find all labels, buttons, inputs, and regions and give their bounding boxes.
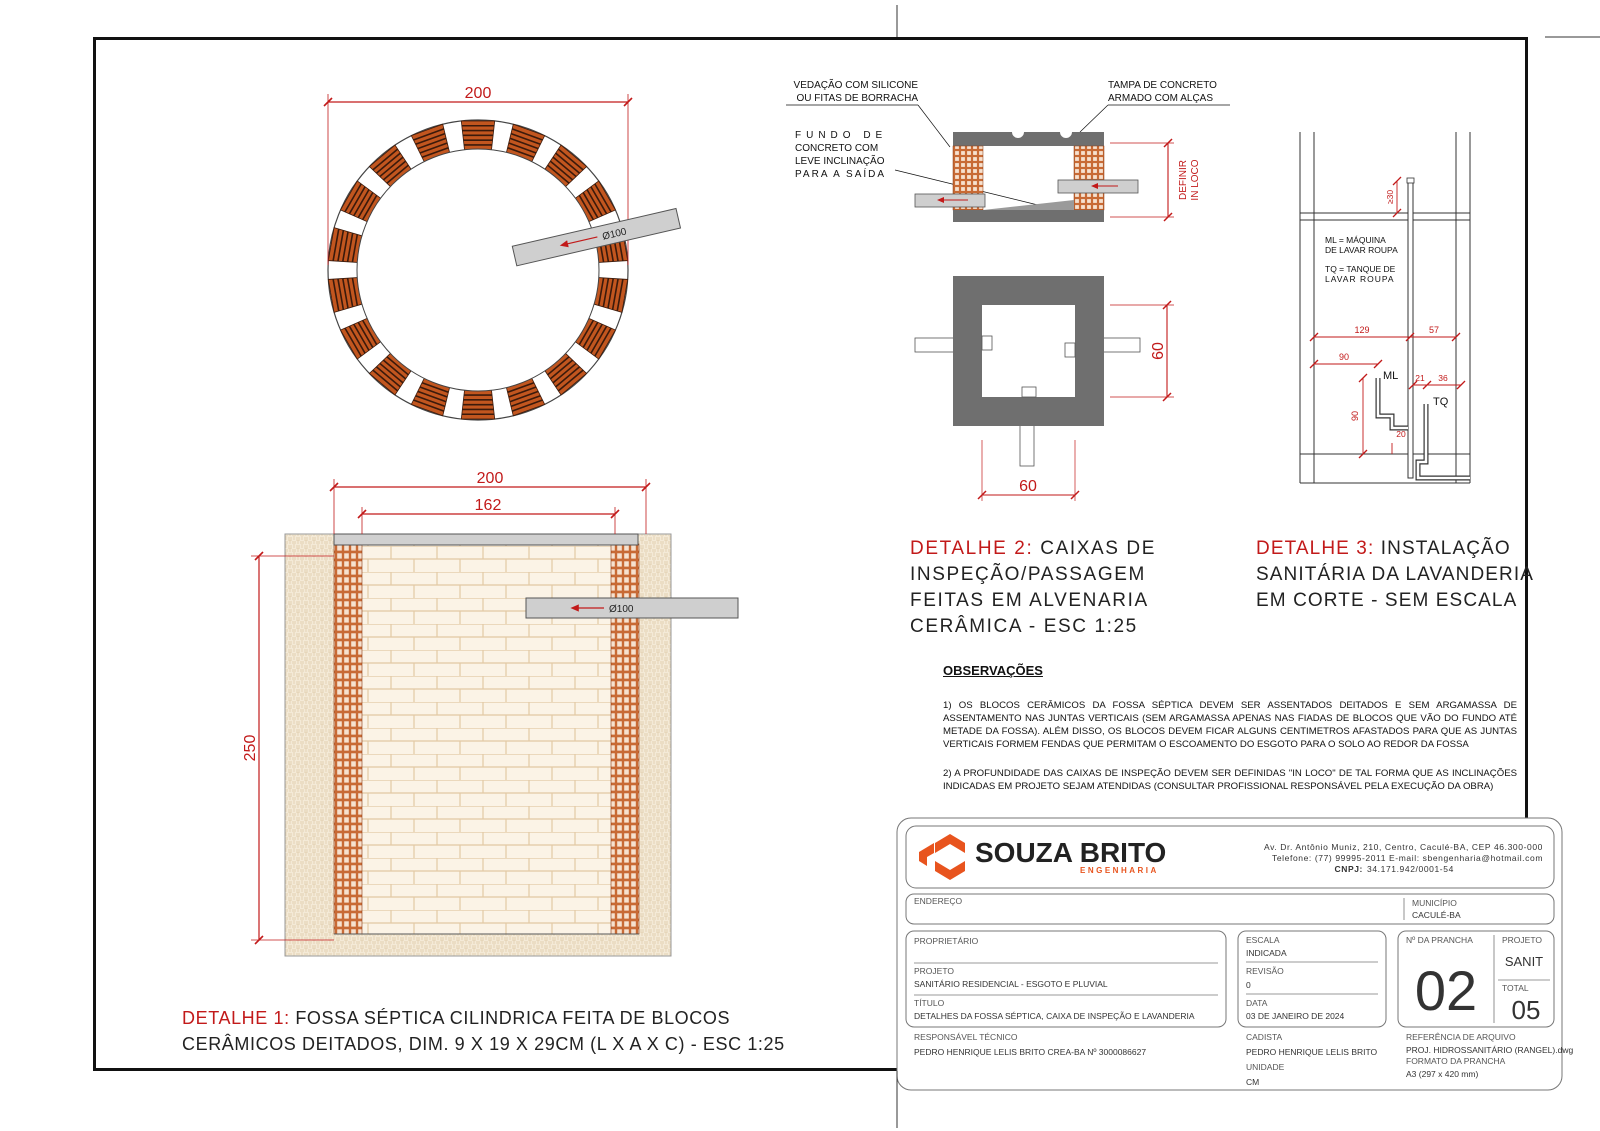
dim-36: 36 [1438,373,1448,383]
section-outer-label: 200 [476,470,504,487]
define-in-loco-1: DEFINIR [1178,160,1189,200]
proprietario-label: PROPRIETÁRIO [914,936,979,946]
dim-30: ≥30 [1385,189,1395,205]
unidade-value: CM [1246,1077,1260,1087]
note-lid-2: ARMADO COM ALÇAS [1108,93,1214,104]
company-name: SOUZA BRITO [975,837,1167,868]
dim-90-vertical: 90 [1350,410,1360,422]
resp-value: PEDRO HENRIQUE LELIS BRITO CREA-BA Nº 3000086627 [914,1047,1147,1057]
tq-label: TQ [1433,396,1449,408]
section-pipe-label: Ø100 [609,604,634,615]
detail2-title-line2: INSPEÇÃO/PASSAGEM [910,564,1146,585]
dim-20: 20 [1396,429,1406,439]
municipio-value: CACULÉ-BA [1412,910,1461,920]
cadista-value: PEDRO HENRIQUE LELIS BRITO [1246,1047,1378,1057]
plan-pipe-label: Ø100 [601,226,628,243]
detail2-title-line1: CAIXAS DE [1040,538,1157,559]
legend-ml-2: DE LAVAR ROUPA [1325,245,1398,255]
detail3-caption [1256,536,1534,614]
detail2-title-line3: FEITAS EM ALVENARIA [910,590,1149,611]
cnpj-label: CNPJ: [1334,864,1363,874]
projeto-code: SANIT [1504,954,1544,969]
note-bottom-1: FUNDO DE [795,130,888,141]
note-seal-2: OU FITAS DE BORRACHA [796,93,918,104]
escala-label: ESCALA [1246,935,1280,945]
ref-value: PROJ. HIDROSSANITÁRIO (RANGEL).dwg [1406,1045,1574,1055]
observations-title: OBSERVAÇÕES [943,663,1043,678]
prancha-number: 02 [1414,959,1478,1022]
dim-129: 129 [1354,325,1370,335]
company-phone: Telefone: (77) 99995-2011 E-mail: sbengenharia@hotmail.com [1271,853,1543,863]
detail2-title-line4: CERÂMICA - ESC 1:25 [910,616,1138,637]
dim-21: 21 [1415,373,1425,383]
prancha-label: Nº DA PRANCHA [1406,935,1473,945]
box-dim-bottom: 60 [1019,478,1037,495]
note-lid-1: TAMPA DE CONCRETO [1108,80,1217,91]
legend-tq-1: TQ = TANQUE DE [1325,264,1396,274]
projeto-label: PROJETO [914,966,954,976]
note-bottom-3: LEVE INCLINAÇÃO [795,156,885,167]
detail1-caption [182,1005,785,1057]
detail3-title-line1: INSTALAÇÃO [1380,538,1511,559]
resp-label: RESPONSÁVEL TÉCNICO [914,1032,1018,1042]
data-value: 03 DE JANEIRO DE 2024 [1246,1011,1345,1021]
total-value: 05 [1511,995,1541,1025]
section-height-label: 250 [242,734,259,762]
revisao-value: 0 [1246,980,1251,990]
section-inner-label: 162 [474,497,502,514]
detail1-title-line2: CERÂMICOS DEITADOS, DIM. 9 X 19 X 29CM (L X A X C) - ESC 1:25 [182,1034,785,1054]
legend-tq-2: LAVAR ROUPA [1325,274,1395,284]
detail2-caption [910,536,1156,640]
titulo-value: DETALHES DA FOSSA SÉPTICA, CAIXA DE INSPEÇÃO E LAVANDERIA [914,1011,1195,1021]
titulo-label: TÍTULO [914,998,945,1008]
box-dim-side: 60 [1150,342,1167,360]
observation-item-2: 2) A PROFUNDIDADE DAS CAIXAS DE INSPEÇÃO DEVEM SER DEFINIDAS "IN LOCO" DE TAL FORMA QUE AS INCLINAÇÕES INDICADAS EM PROJETO SEJAM ATENDIDAS (CONSULTAR PROFISSIONAL RESPONSÁVEL PELA EXECUÇÃO DA OBRA) [943,768,1517,792]
detail2-label: DETALHE 2: [910,538,1034,559]
detail3-label: DETALHE 3: [1256,538,1375,559]
dim-57: 57 [1428,325,1440,335]
inspection-box-plan [915,276,1174,501]
cnpj-value: 34.171.942/0001-54 [1367,864,1454,874]
formato-value: A3 (297 x 420 mm) [1406,1069,1479,1079]
detail1-label: DETALHE 1: [182,1008,290,1028]
ml-label: ML [1383,370,1399,382]
observation-item-1: 1) OS BLOCOS CERÂMICOS DA FOSSA SÉPTICA DEVEM SER ASSENTADOS DEITADOS E SEM ARGAMASSA DE ASSENTAMENTO NAS JUNTAS VERTICAIS (SEM ARGAMASSA APENAS NAS FIADAS DE BLOCOS QUE VÃO DO FUNDO ATÉ METADE DA FOSSA). ALÉM DISSO, OS BLOCOS DEVEM FICAR ALGUNS CENTIMETROS AFASTADOS PARA QUE AS JUNTAS VERTICAIS FORMEM FENDAS QUE PERMITAM O ESCOAMENTO DO ESGOTO PARA O SOLO AO REDOR DA FOSSA [943,700,1517,750]
detail1-title-line1: FOSSA SÉPTICA CILINDRICA FEITA DE BLOCOS [295,1008,731,1028]
total-label: TOTAL [1502,983,1529,993]
note-bottom-2: CONCRETO COM [795,143,879,154]
endereco-label: ENDEREÇO [914,896,963,906]
title-block [897,818,1573,1090]
note-seal-1: VEDAÇÃO COM SILICONE [793,80,918,91]
revisao-label: REVISÃO [1246,966,1284,976]
laundry-installation-section [1300,132,1470,483]
formato-label: FORMATO DA PRANCHA [1406,1056,1506,1066]
dim-90-horizontal: 90 [1338,352,1350,362]
data-label: DATA [1246,998,1268,1008]
detail3-title-line3: EM CORTE - SEM ESCALA [1256,590,1518,611]
company-sub: ENGENHARIA [1080,866,1159,875]
escala-value: INDICADA [1246,948,1287,958]
municipio-label: MUNICÍPIO [1412,898,1457,908]
note-bottom-4: PARA A SAÍDA [795,169,887,180]
company-address: Av. Dr. Antônio Muniz, 210, Centro, Caculé-BA, CEP 46.300-000 [1264,842,1543,852]
define-in-loco-2: IN LOCO [1190,159,1201,201]
septic-tank-plan [324,85,680,420]
ref-label: REFERÊNCIA DE ARQUIVO [1406,1032,1516,1042]
detail3-title-line2: SANITÁRIA DA LAVANDERIA [1256,564,1535,585]
projeto-code-label: PROJETO [1502,935,1542,945]
legend-ml-1: ML = MÁQUINA [1325,235,1386,245]
plan-diameter-label: 200 [464,85,492,102]
unidade-label: UNIDADE [1246,1062,1285,1072]
projeto-value: SANITÁRIO RESIDENCIAL - ESGOTO E PLUVIAL [914,979,1108,989]
cadista-label: CADISTA [1246,1032,1283,1042]
inspection-box-section [786,78,1230,222]
septic-tank-section [242,470,738,956]
